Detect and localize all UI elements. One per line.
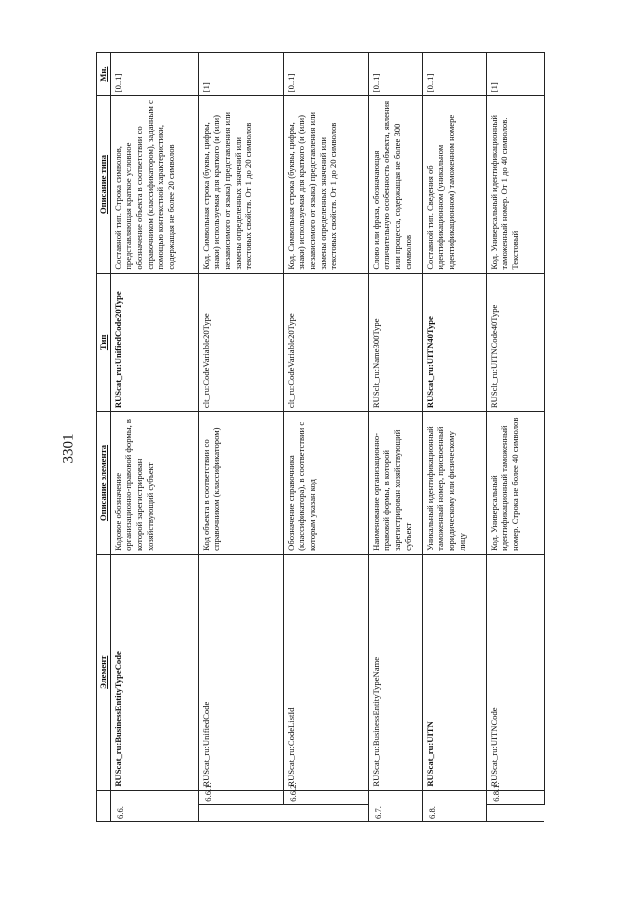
type-description: Составной тип. Строка символов, представляющая краткое условное обозначение объекта в соответствии со справочником (классификатором), заданным с помощью контекстной характеристики, содержащая не более 20 символов [110, 96, 198, 273]
header-num [97, 790, 111, 821]
table-row [368, 53, 422, 822]
type-name: RUSclt_ru:UITNCode40Type [486, 273, 544, 411]
row-number: 6.6. [110, 790, 198, 821]
type-name: clt_ru:CodeVariable20Type [283, 273, 368, 411]
element-description: Кодовое обозначение организационно-правовой формы, в которой зарегистрирован хозяйствующий субъект [110, 412, 198, 555]
header-type-desc: Описание типа [97, 96, 111, 273]
element-description: Код. Универсальный идентификационный таможенный номер. Строка не более 40 символов [486, 412, 544, 555]
type-name: RUSclt_ru:Name300Type [368, 273, 422, 411]
type-name: RUScat_ru:UnifiedCode20Type [110, 273, 198, 411]
page-number: 3301 [60, 433, 77, 464]
header-mult: Мн. [97, 53, 111, 96]
type-name: RUScat_ru:UITN40Type [422, 273, 486, 411]
element-description: Наименование организационно-правовой формы, в которой зарегистрирован хозяйствующий субъект [368, 412, 422, 555]
row-number: 6.7. [368, 790, 422, 821]
multiplicity: [1] [198, 53, 283, 96]
element-name: RUScat_ru:CodeListId [283, 554, 368, 790]
row-number: 6.6.2. [283, 790, 368, 804]
element-description: Код объекта в соответствии со справочником (классификатором) [198, 412, 283, 555]
multiplicity: [0..1] [422, 53, 486, 96]
element-description: Обозначение справочника (классификатора), в соответствии с которым указан код [283, 412, 368, 555]
multiplicity: [0..1] [283, 53, 368, 96]
rotated-page [96, 52, 616, 822]
elements-table [96, 52, 545, 822]
multiplicity: [1] [486, 53, 544, 96]
type-description: Код. Символьная строка (буквы, цифры, знаки) используемая для краткого (и (или) независимого от языка) представления или замены определенных значений или текстовых свойств. От 1 до 20 символов [198, 96, 283, 273]
element-name: RUScat_ru:UITNCode [486, 554, 544, 790]
element-name: RUScat_ru:UITN [422, 554, 486, 790]
header-element: Элемент [97, 554, 111, 790]
table-row [283, 53, 368, 822]
table-row [422, 53, 486, 822]
multiplicity: [0..1] [110, 53, 198, 96]
row-number: 6.8.1. [486, 790, 544, 804]
type-description: Код. Универсальный идентификационный таможенный номер. От 1 до 40 символов. Текстовый [486, 96, 544, 273]
row-number: 6.8. [422, 790, 486, 821]
type-description: Составной тип. Сведения об идентификационном (уникальном идентификационном) таможенном номере [422, 96, 486, 273]
header-element-desc: Описание элемента [97, 412, 111, 555]
element-name: RUScat_ru:BusinessEntityTypeCode [110, 554, 198, 790]
row-number: 6.6.1. [198, 790, 283, 804]
table-row [486, 53, 544, 822]
multiplicity: [0..1] [368, 53, 422, 96]
header-type: Тип [97, 273, 111, 411]
type-description: Слово или фраза, обозначающая отличительную особенность объекта, явления или процесса, содержащая не более 300 символов [368, 96, 422, 273]
element-name: RUScat_ru:BusinessEntityTypeName [368, 554, 422, 790]
table-row [198, 53, 283, 822]
indent-cell [198, 804, 283, 821]
indent-cell [486, 804, 544, 821]
indent-cell [283, 804, 368, 821]
element-name: RUScat_ru:UnifiedCode [198, 554, 283, 790]
table-header [97, 53, 111, 822]
table-row [110, 53, 198, 822]
type-description: Код. Символьная строка (буквы, цифры, знаки) используемая для краткого (и (или) независимого от языка) представления или замены определенных значений или текстовых свойств. От 1 до 20 символов [283, 96, 368, 273]
type-name: clt_ru:CodeVariable20Type [198, 273, 283, 411]
element-description: Уникальный идентификационный таможенный номер, присвоенный юридическому или физическому лицу [422, 412, 486, 555]
